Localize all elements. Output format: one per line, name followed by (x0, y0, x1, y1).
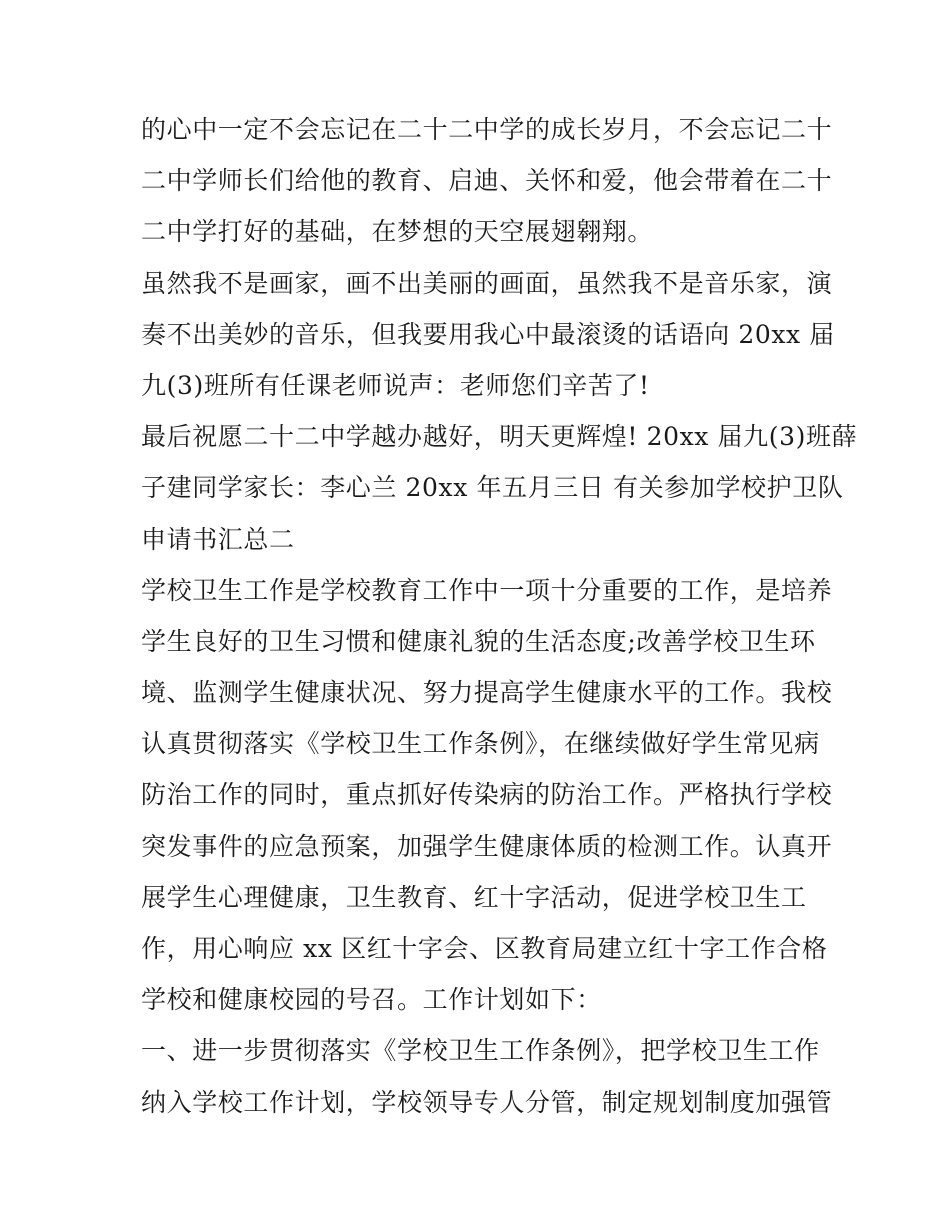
text-line: 作，用心响应 xx 区红十字会、区教育局建立红十字工作合格 (141, 934, 828, 963)
text-line: 纳入学校工作计划，学校领导专人分管，制定规划制度加强管 (141, 1087, 833, 1117)
text-line: 学生良好的卫生习惯和健康礼貌的生活态度;改善学校卫生环 (141, 626, 816, 656)
text-line: 二中学打好的基础，在梦想的天空展翅翱翔。 (141, 217, 654, 247)
text-line: 的心中一定不会忘记在二十二中学的成长岁月，不会忘记二十 (141, 115, 833, 144)
text-line: 突发事件的应急预案，加强学生健康体质的检测工作。认真开 (141, 831, 833, 861)
text-line: 申请书汇总二 (141, 524, 295, 554)
document-body (141, 104, 858, 1128)
text-line: 学校卫生工作是学校教育工作中一项十分重要的工作，是培养 (141, 575, 833, 605)
text-line: 学校和健康校园的号召。工作计划如下： (141, 985, 602, 1015)
text-line: 九(3)班所有任课老师说声：老师您们辛苦了! (141, 370, 650, 400)
text-line: 展学生心理健康，卫生教育、红十字活动，促进学校卫生工 (141, 882, 807, 912)
text-line: 认真贯彻落实《学校卫生工作条例》，在继续做好学生常见病 (141, 729, 820, 759)
text-line: 奏不出美妙的音乐，但我要用我心中最滚烫的话语向 20xx 届 (141, 319, 835, 349)
text-line: 虽然我不是画家，画不出美丽的画面，虽然我不是音乐家，演 (141, 268, 833, 298)
text-line: 子建同学家长：李心兰 20xx 年五月三日 有关参加学校护卫队 (141, 473, 844, 503)
text-line: 一、进一步贯彻落实《学校卫生工作条例》，把学校卫生工作 (141, 1036, 820, 1066)
text-line: 二中学师长们给他的教育、启迪、关怀和爱，他会带着在二十 (141, 166, 833, 196)
text-line: 境、监测学生健康状况、努力提高学生健康水平的工作。我校 (141, 678, 833, 708)
text-line: 防治工作的同时，重点抓好传染病的防治工作。严格执行学校 (141, 780, 833, 810)
text-line: 最后祝愿二十二中学越办越好，明天更辉煌! 20xx 届九(3)班薛 (141, 422, 858, 452)
